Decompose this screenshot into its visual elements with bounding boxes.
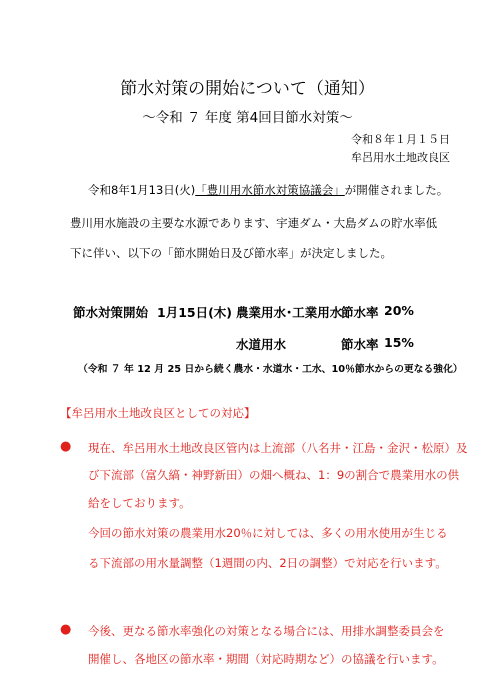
item2-line: 今後、更なる節水率強化の対策となる場合には、用排水調整委員会を xyxy=(88,624,445,638)
issuer-organization: 牟呂用水土地改良区 xyxy=(351,151,450,164)
schedule-row2-use: 水道用水 xyxy=(236,337,287,352)
item1-line: 今回の節水対策の農業用水20％に対しては、多くの用水使用が生じる xyxy=(88,526,448,540)
schedule-start-date: 1月15日(木) xyxy=(157,305,233,320)
page-subtitle: ～令和 ７ 年度 第4回目節水対策～ xyxy=(142,110,353,126)
intro-paragraph-line-3: 下に伴い、以下の「節水開始日及び節水率」が決定しました。 xyxy=(70,246,392,260)
intro-suffix: が開催されました。 xyxy=(344,183,449,197)
item1-line: 現在、牟呂用水土地改良区管内は上流部（八名井・江島・金沢・松原）及 xyxy=(88,441,468,455)
item1-line: び下流部（富久縞・神野新田）の畑へ概ね、1：9の割合で農業用水の供 xyxy=(88,468,460,482)
issue-date: 令和８年１月１５日 xyxy=(351,133,450,146)
schedule-label: 節水対策開始 xyxy=(73,305,149,320)
schedule-note: （令和 ７ 年 12 月 25 日から続く農水・水道水・工水、10％節水からの更なる強化） xyxy=(78,364,463,375)
page-title: 節水対策の開始について（通知） xyxy=(120,79,375,99)
item2-line: 開催し、各地区の節水率・期間（対応時期など）の協議を行います。 xyxy=(88,652,444,666)
council-name: 「豊川用水節水対策協議会」 xyxy=(195,183,345,197)
item1-line: 給をしております。 xyxy=(88,496,191,510)
item1-line: る下流部の用水量調整（1週間の内、2日の調整）で対応を行います。 xyxy=(88,556,447,570)
bullet-icon: ● xyxy=(60,622,72,637)
intro-paragraph-line-1 xyxy=(88,182,448,198)
schedule-row2-rate: 15% xyxy=(384,335,414,350)
schedule-row2-rate-label: 節水率 xyxy=(341,337,379,352)
schedule-row1-rate: 20% xyxy=(384,303,414,318)
section-heading: 【牟呂用水土地改良区としての対応】 xyxy=(60,406,256,420)
bullet-icon: ● xyxy=(60,439,72,454)
meeting-date: 令和8年1月13日(火) xyxy=(88,183,196,197)
schedule-row1-rate-label: 節水率 xyxy=(341,305,379,320)
schedule-row1-use: 農業用水･工業用水 xyxy=(236,305,343,320)
intro-paragraph-line-2: 豊川用水施設の主要な水源であります、宇連ダム・大島ダムの貯水率低 xyxy=(70,216,438,230)
